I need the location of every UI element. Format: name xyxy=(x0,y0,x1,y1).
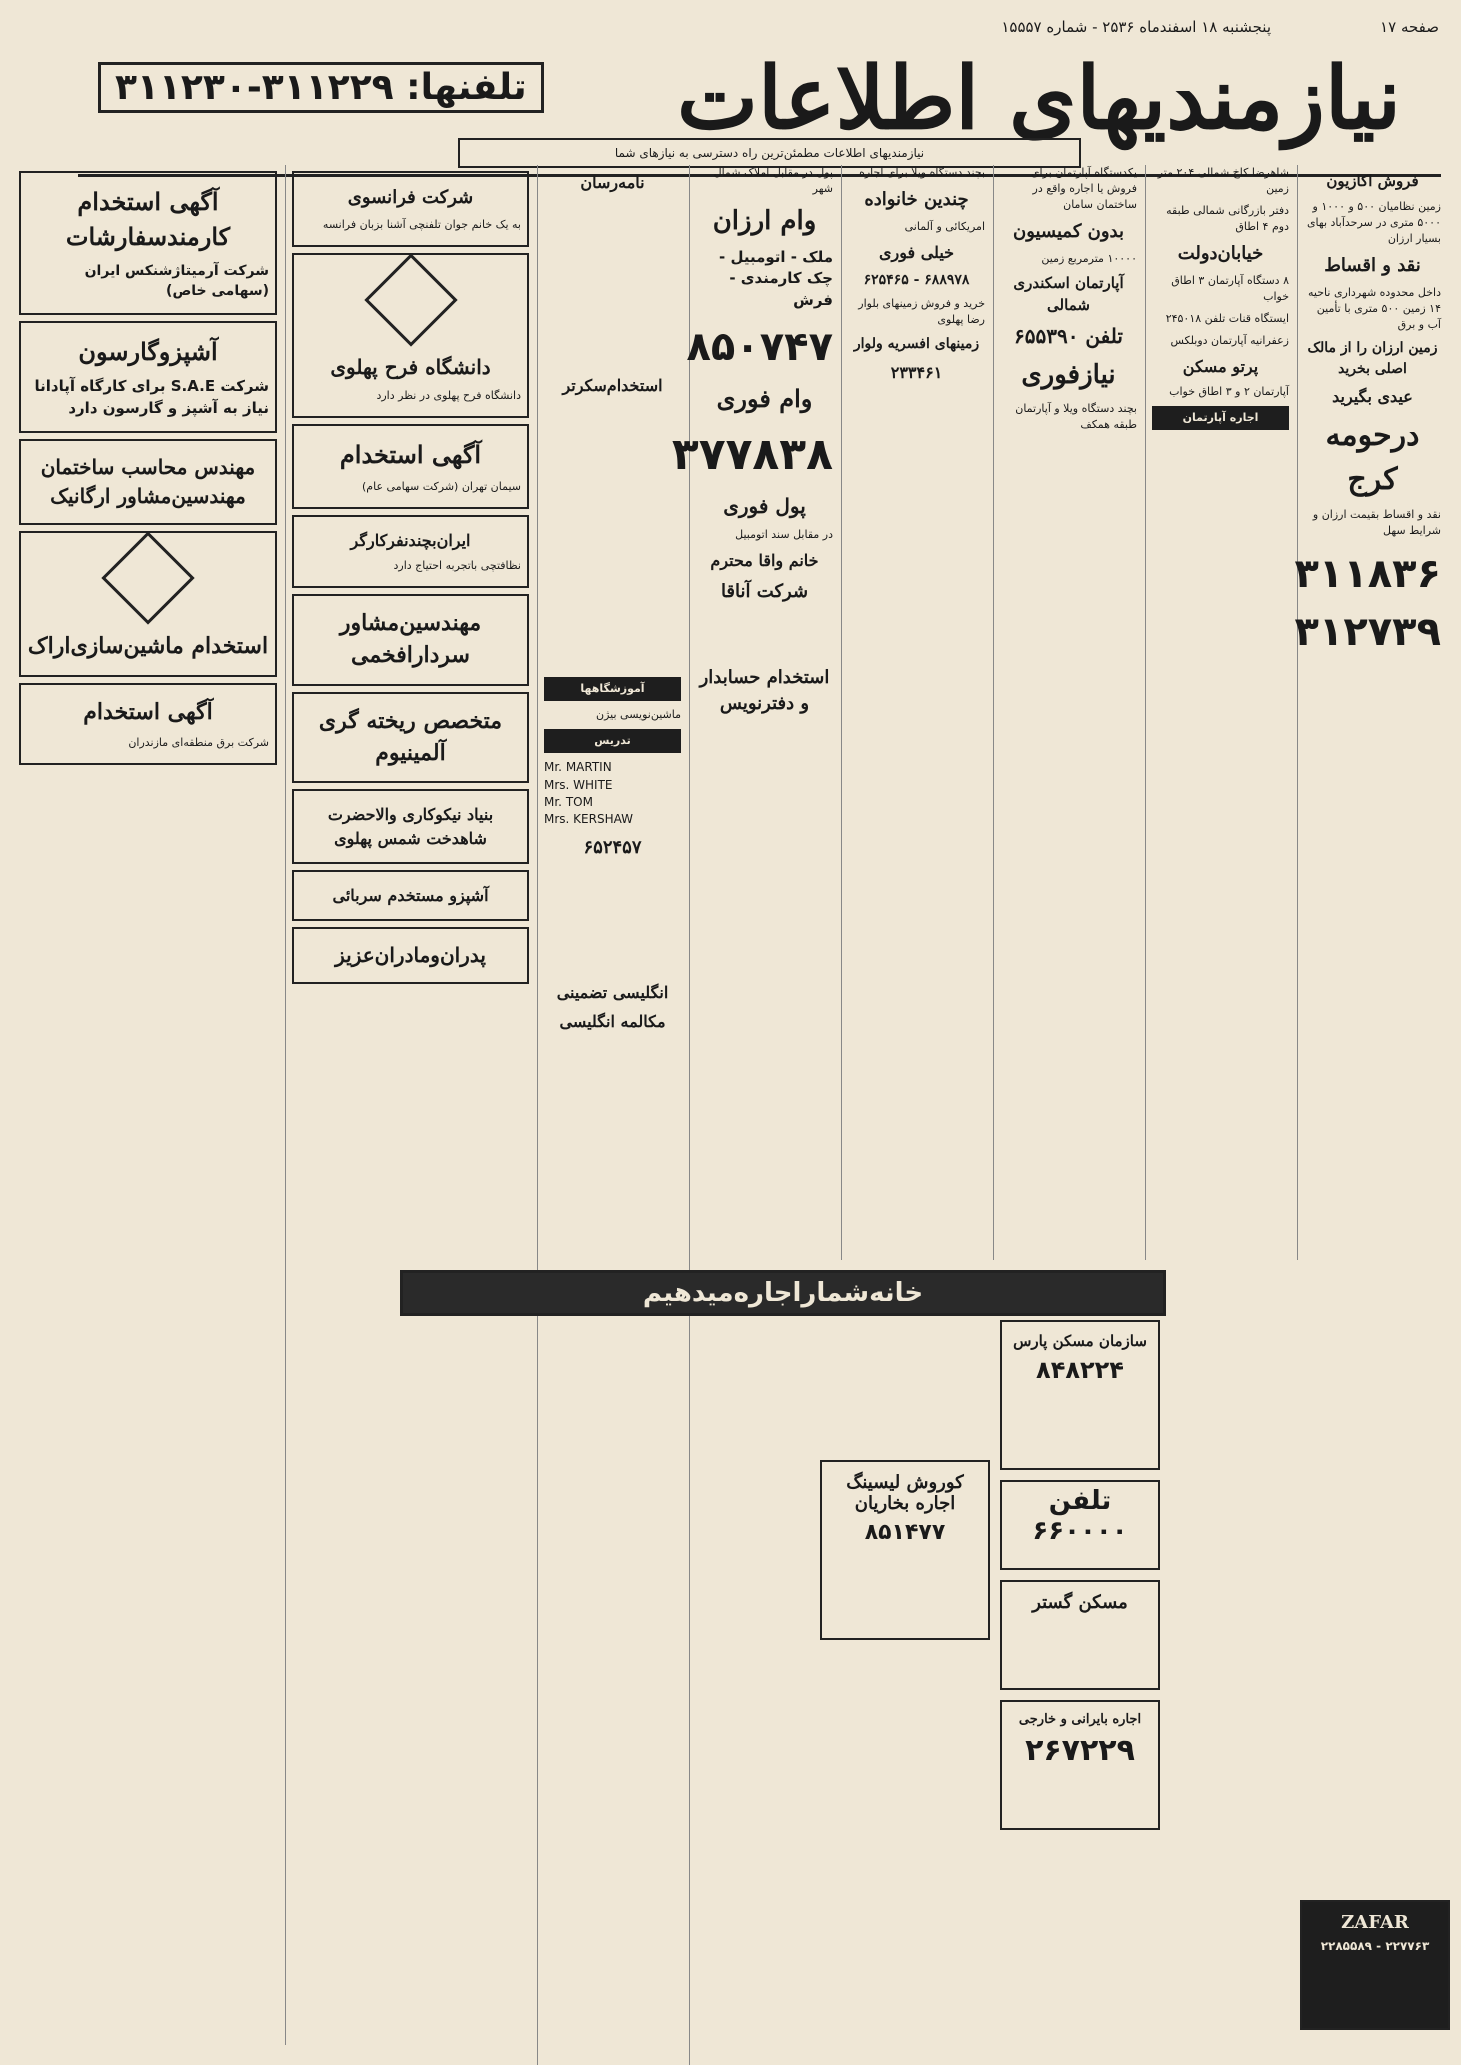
col7-heading-6: متخصص ریخته گری آلمینیوم xyxy=(318,707,503,766)
col1-phone-2: ۳۱۲۷۳۹ xyxy=(1294,609,1441,656)
col4-heading-2: خیلی فوری xyxy=(878,242,955,262)
masthead-title: نیازمندیهای اطلاعات xyxy=(677,48,1401,149)
col8-ad-arak xyxy=(19,531,277,677)
col7-heading-1: شرکت فرانسوی xyxy=(347,187,474,208)
ad-kourosh-leasing xyxy=(820,1460,990,1640)
col5-heading-3: پول فوری xyxy=(723,494,806,519)
col1-phone-1: ۳۱۱۸۳۶ xyxy=(1294,551,1441,598)
rent-banner: خانه‌شماراجاره‌میدهیم xyxy=(400,1270,1166,1316)
col1-text-2: داخل محدوده شهرداری ناحیه ۱۴ زمین ۵۰۰ متری با تأمین آب و برق xyxy=(1308,285,1441,331)
masthead-strip: نیازمندیهای اطلاعات مطمئن‌ترین راه دسترسی به نیازهای شما xyxy=(458,138,1081,168)
column-6 xyxy=(537,165,687,2065)
col5-heading-6: استخدام حسابدار و دفترنویس xyxy=(699,666,830,714)
col8-ad-cook xyxy=(19,321,277,433)
col6-heading-4: تدریس xyxy=(544,729,681,753)
col8-text-3: شرکت برق منطقه‌ای مازندران xyxy=(128,736,269,750)
col6-teacher-1: Mr. MARTIN xyxy=(544,760,612,775)
ad-maskan-title: مسکن گستر xyxy=(1032,1592,1128,1613)
col4-heading-1: چندین خانواده xyxy=(864,188,969,210)
col7-text-1: به یک خانم جوان تلفنچی آشنا بزبان فرانسه xyxy=(322,218,521,232)
col1-heading-4: عیدی بگیرید xyxy=(1332,387,1413,407)
col8-ad-armitage xyxy=(19,171,277,315)
col7-ad-casting xyxy=(292,692,529,784)
col3-text-1: یکدستگاه آپارتمان برای فروش یا اجاره واقع در ساختمان سامان xyxy=(1030,166,1137,211)
col3-heading-1: بدون کمیسیون xyxy=(1012,220,1125,242)
col7-heading-4: ایران‌بچندنفرکارگر xyxy=(350,530,471,550)
col6-teacher-4: Mrs. KERSHAW xyxy=(544,812,634,827)
col6-heading-3: آموزشگاهها xyxy=(544,677,681,701)
col6-heading-6: مکالمه انگلیسی xyxy=(559,1012,666,1032)
column-8 xyxy=(13,165,283,2045)
col6-heading-1: نامه‌رسان xyxy=(580,173,645,192)
col7-ad-cement xyxy=(292,424,529,509)
col6-teacher-2: Mrs. WHITE xyxy=(544,777,613,792)
ad-pars-title: سازمان مسکن پارس xyxy=(1013,1332,1147,1350)
col7-heading-3: آگهی استخدام xyxy=(339,439,482,469)
col7-ad-french xyxy=(292,171,529,247)
masthead xyxy=(78,44,1441,177)
col6-teacher-3: Mr. TOM xyxy=(544,794,593,809)
col1-heading-1: فروش اکازیون xyxy=(1326,172,1419,190)
column-2 xyxy=(1145,165,1295,1260)
column-1 xyxy=(1294,165,1447,1260)
col1-heading-5: درحومه کرج xyxy=(1325,418,1420,497)
col5-heading-4: خانم واقا محترم xyxy=(710,551,819,571)
col5-text-3: در مقابل سند اتومبیل xyxy=(735,528,833,542)
col3-heading-2: آپارتمان اسکندری شمالی xyxy=(1013,273,1124,314)
col7-ad-engineers xyxy=(292,594,529,686)
col8-heading-5: آگهی‌ استخدام xyxy=(83,699,213,726)
col7-text-3: سیمان تهران (شرکت سهامی عام) xyxy=(362,479,521,493)
col8-text-1: شرکت آرمیتاژشنکس ایران (سهامی خاص) xyxy=(84,262,269,299)
col2-text-5: زعفرانیه آپارتمان دوبلکس xyxy=(1170,333,1289,347)
page-label: صفحه ۱۷ xyxy=(1380,18,1439,36)
col3-heading-3: نیازفوری xyxy=(1021,360,1116,391)
ad-pars-phone: ۸۴۸۲۲۴ xyxy=(1036,1356,1124,1384)
col2-text-3: ۸ دستگاه آپارتمان ۳ اطاق خواب xyxy=(1171,273,1289,303)
col8-heading-2: آشپزوگارسون xyxy=(78,337,218,367)
col3-text-3: بچند دستگاه ویلا و آپارتمان طبقه همکف xyxy=(1015,402,1137,431)
ad-rent-phone: ۲۶۷۲۲۹ xyxy=(1025,1733,1135,1768)
col8-heading-4: استخدام ماشین‌سازی‌اراک xyxy=(27,633,269,660)
column-7 xyxy=(285,165,535,2045)
col1-text-5: نقد و اقساط بقیمت ارزان و شرایط سهل xyxy=(1312,508,1441,538)
col5-text-1: پول در مقابل املاک شمال شهر xyxy=(713,166,833,195)
col4-text-3: خرید و فروش زمینهای بلوار رضا پهلوی xyxy=(858,297,985,327)
col7-heading-5: مهندسین‌مشاور سردارافخمی xyxy=(339,609,482,668)
ad-pars-housing xyxy=(1000,1320,1160,1470)
column-5 xyxy=(671,165,839,2065)
col2-heading-3: اجاره آپارتمان xyxy=(1152,406,1289,430)
col6-phone: ۶۵۲۴۵۷ xyxy=(583,836,642,858)
col7-heading-9: پدران‌ومادران‌عزیز xyxy=(335,942,486,967)
col5-phone-2: ۳۷۷۸۳۸ xyxy=(671,428,833,480)
col2-text-4: ایستگاه قنات تلفن ۲۴۵۰۱۸ xyxy=(1165,311,1289,325)
column-4 xyxy=(841,165,991,1260)
university-logo-icon xyxy=(364,253,457,346)
col2-text-2: دفتر بازرگانی شمالی طبقه دوم ۴ اطاق xyxy=(1166,203,1289,233)
col7-heading-7: بنیاد نیکوکاری والاحضرت شاهدخت شمس پهلوی xyxy=(327,805,494,848)
ad-zafar-phone: ۲۲۷۷۶۳ - ۲۲۸۵۵۸۹ xyxy=(1320,1939,1430,1953)
col2-heading-2: پرتو مسکن xyxy=(1182,356,1259,376)
col2-text-6: آپارتمان ۲ و ۳ اطاق خواب xyxy=(1169,384,1289,398)
col8-ad-mazandaran xyxy=(19,683,277,765)
col8-heading-1: آگهی استخدام کارمندسفارشات xyxy=(65,187,231,251)
col5-heading-1: وام ارزان xyxy=(712,205,817,236)
ad-maskan-gostar xyxy=(1000,1580,1160,1690)
col2-heading-1: خیابان‌دولت xyxy=(1177,242,1264,264)
col5-text-2: ملک - اتومبیل - چک کارمندی - فرش xyxy=(719,247,833,310)
arak-logo-icon xyxy=(101,532,194,625)
col5-heading-2: وام فوری xyxy=(716,383,813,413)
col8-text-2: شرکت S.A.E برای کارگاه آپادانا نیاز به آشپز و گارسون دارد xyxy=(34,376,269,417)
col1-heading-3: زمین ارزان را از مالک اصلی بخرید xyxy=(1307,340,1438,377)
col7-ad-charity xyxy=(292,789,529,863)
col4-text-2: امریکائی و آلمانی xyxy=(904,220,985,234)
col6-heading-2: استخدام‌سکرتر xyxy=(562,376,663,396)
col1-text-1: زمین نظامیان ۵۰۰ و ۱۰۰۰ و ۵۰۰۰ متری در سرحدآباد بهای بسیار ارزان xyxy=(1306,199,1441,245)
ad-660000-phone: تلفن ۶۶۰۰۰۰ xyxy=(1032,1486,1128,1546)
date-line: پنجشنبه ۱۸ اسفندماه ۲۵۳۶ - شماره ۱۵۵۵۷ xyxy=(1001,18,1271,36)
col7-heading-8: آشپزو مستخدم سربائی xyxy=(332,885,489,905)
col5-heading-5: شرکت آناقا xyxy=(720,580,809,602)
col7-ad-parents xyxy=(292,927,529,984)
ad-rent-title: اجاره بایرانی و خارجی xyxy=(1018,1712,1142,1727)
ad-zafar-title: ZAFAR xyxy=(1341,1912,1409,1933)
col3-text-2: ۱۰۰۰۰ مترمربع زمین xyxy=(1041,251,1137,265)
col6-text-1: ماشین‌نویسی بیژن xyxy=(596,708,681,722)
col8-heading-3: مهندس محاسب ساختمان مهندسین‌مشاور ارگانیک xyxy=(40,455,256,509)
col7-text-2: دانشگاه فرح پهلوی در نظر دارد xyxy=(376,389,521,403)
col7-text-4: نظافتچی باتجربه احتیاج دارد xyxy=(393,558,521,572)
col4-text-1: بچند دستگاه ویلا برای اجاره xyxy=(859,166,985,179)
col4-phone: ۶۸۸۹۷۸ - ۶۲۵۴۶۵ xyxy=(863,272,970,289)
masthead-phones: تلفنها: ۳۱۱۲۲۹-۳۱۱۲۳۰ xyxy=(98,62,544,113)
ad-rent-foreigners xyxy=(1000,1700,1160,1830)
col6-heading-5: انگلیسی تضمینی xyxy=(556,982,669,1002)
ad-kourosh-title: کوروش لیسینگ اجاره بخاریان xyxy=(846,1472,964,1514)
col7-ad-university xyxy=(292,253,529,418)
top-line xyxy=(0,12,1461,40)
column-3 xyxy=(993,165,1143,1260)
col2-text-1: شاهرضا کاخ شمالی ۲۰۴ متر زمین xyxy=(1157,166,1289,195)
col4-phone-2: ۲۳۳۴۶۱ xyxy=(890,362,943,382)
ad-660000 xyxy=(1000,1480,1160,1570)
col1-heading-2: نقد و اقساط xyxy=(1324,254,1421,276)
col6-teacher-list xyxy=(544,759,681,829)
col7-heading-2: دانشگاه فرح پهلوی xyxy=(330,355,491,380)
col7-ad-nic xyxy=(292,515,529,588)
col7-ad-cook xyxy=(292,870,529,921)
col5-phone-1: ۸۵۰۷۴۷ xyxy=(686,323,833,370)
ad-kourosh-phone: ۸۵۱۴۷۷ xyxy=(864,1520,946,1545)
col8-ad-organic xyxy=(19,439,277,525)
col4-heading-3: زمینهای افسریه ولوار xyxy=(853,336,980,353)
col3-phone: تلفن ۶۵۵۳۹۰ xyxy=(1014,324,1123,349)
ad-zafar xyxy=(1300,1900,1450,2030)
